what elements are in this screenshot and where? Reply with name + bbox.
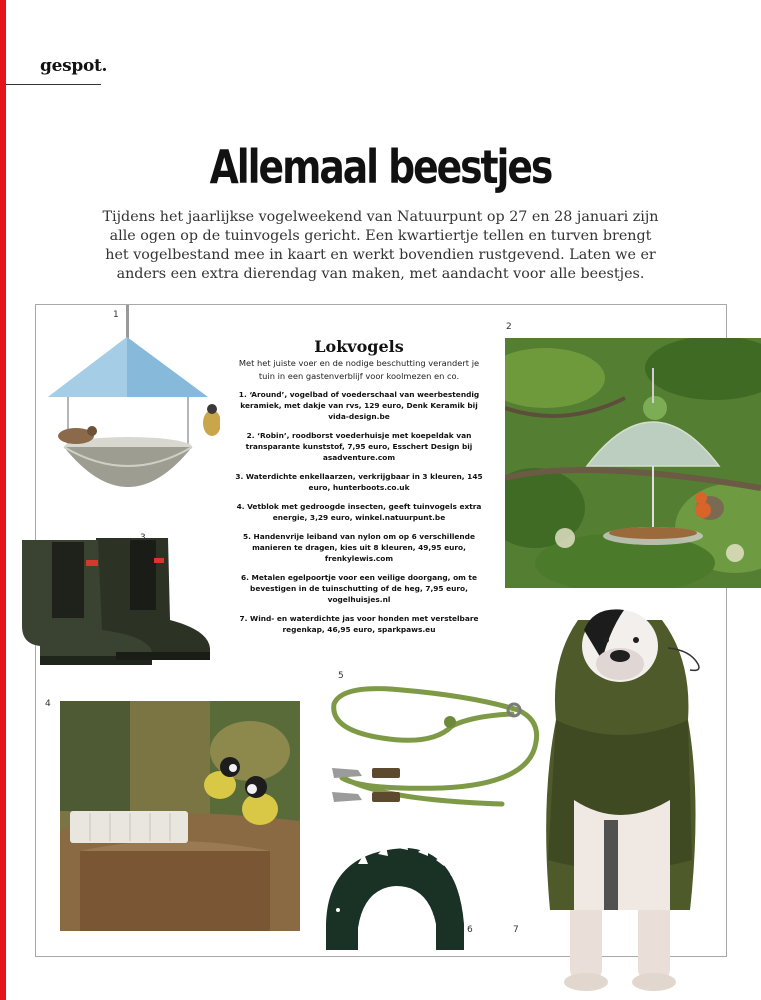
product-photo-dog-jacket bbox=[520, 600, 720, 992]
product-item-2: 2. ‘Robin’, roodborst voederhuisje met koepeldak van transparante kunststof, 7,95 euro, Esschert Design bij asadventure.com bbox=[245, 431, 473, 462]
photo-number-5: 5 bbox=[338, 671, 344, 681]
photo-number-6: 6 bbox=[467, 925, 473, 935]
box-title: Lokvogels bbox=[314, 337, 404, 356]
product-photo-bird-bath bbox=[30, 305, 220, 505]
photo-number-7: 7 bbox=[513, 925, 519, 935]
section-label: gespot. bbox=[40, 56, 108, 76]
product-photo-robin-feeder bbox=[505, 338, 761, 588]
product-list bbox=[232, 389, 486, 643]
photo-number-2: 2 bbox=[506, 322, 512, 332]
intro-text: Tijdens het jaarlijkse vogelweekend van Natuurpunt op 27 en 28 januari zijn alle ogen op de tuinvogels gericht. Een kwartiertje tellen en turven brengt het vogelbestand mee in kaart en werkt bovendien rustgevend. Laten we er anders een extra dierendag van maken, met aandacht voor alle beestjes. bbox=[102, 209, 659, 282]
product-item-3: 3. Waterdichte enkellaarzen, verkrijgbaar in 3 kleuren, 145 euro, hunterboots.co.uk bbox=[235, 472, 483, 492]
product-photo-suet-block bbox=[60, 701, 300, 931]
product-item-1: 1. ‘Around’, vogelbad of voederschaal van weerbestendig keramiek, met dakje van rvs, 129 euro, Denk Keramik bij vida-design.be bbox=[238, 390, 480, 421]
photo-number-4: 4 bbox=[45, 699, 51, 709]
product-photo-boots bbox=[18, 530, 218, 680]
photo-number-1: 1 bbox=[113, 310, 119, 320]
section-rule bbox=[6, 84, 101, 85]
product-photo-leash bbox=[322, 680, 542, 830]
product-item-4: 4. Vetblok met gedroogde insecten, geeft tuinvogels extra energie, 3,29 euro, winkel.natuurpunt.be bbox=[236, 502, 482, 522]
product-item-6: 6. Metalen egelpoortje voor een veilige doorgang, om te bevestigen in de tuinschutting of de heg, 7,95 euro, vogelhuisjes.nl bbox=[241, 573, 477, 604]
product-photo-hedgehog-gate bbox=[318, 832, 468, 962]
box-subtitle: Met het juiste voer en de nodige beschutting verandert je tuin in een gastenverblijf voor koolmezen en co. bbox=[238, 358, 480, 381]
product-item-5: 5. Handenvrije leiband van nylon om op 6 verschillende manieren te dragen, kies uit 8 kleuren, 49,95 euro, frenkylewis.com bbox=[243, 532, 475, 563]
red-accent-bar bbox=[0, 0, 6, 1000]
headline: Allemaal beestjes bbox=[209, 140, 552, 194]
photo-number-3: 3 bbox=[140, 533, 146, 543]
product-item-7: 7. Wind- en waterdichte jas voor honden met verstelbare regenkap, 46,95 euro, sparkpaws.eu bbox=[239, 614, 479, 634]
